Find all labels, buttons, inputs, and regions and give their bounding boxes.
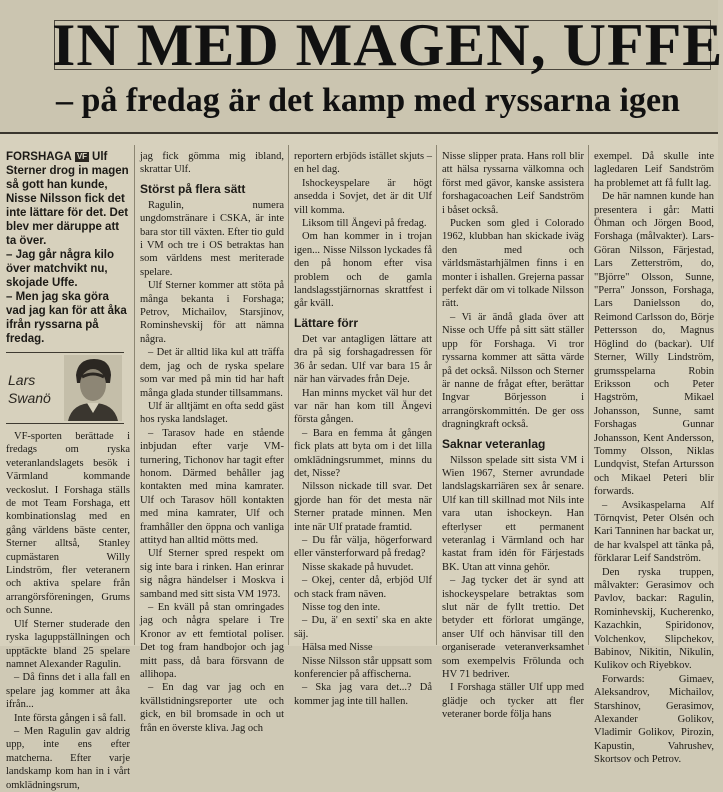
column-3 — [294, 150, 432, 708]
dateline-city: FORSHAGA — [6, 151, 72, 163]
body-paragraph: – Du, ä' en sexti' ska en akte säj. — [294, 615, 432, 640]
byline-box — [6, 352, 124, 424]
body-paragraph: exempel. Då skulle inte lagledaren Leif Sandström ha problemet att få fullt lag. — [594, 151, 714, 189]
section-heading: Störst på flera sätt — [140, 181, 246, 196]
sub-headline: – på fredag är det kamp med ryssarna igen — [56, 82, 680, 119]
lead-text: Ulf Sterner drog in magen så gott han kunde, Nisse Nilsson fick det inte lättare för det. Det blev mer däruppe att ta över. — [6, 151, 129, 247]
body-paragraph: De här namnen kunde han presentera i går: Matti Öhman och Jörgen Bood, Forshaga (målvakter). Lars-Göran Nilsson, Färjestad, Lars Zetterström, do, "Björre" Olsson, Sunne, "Perra" Jonsson, Forshaga, Lars Danielsson do, Reimond Carlsson do, Börje Pettersson do, Magnus Höglind do (backar). Ulf Sterner, Willy Lindström, grumsspelarna Robin Eriksson och Peter Hagström, Mikael Johansson, Sunne, samt Forshagas Gunnar Johansson, Kent Andersson, Tommy Olsson, Niklas Lundqvist, Stefan Artursson och Mikael Peteri blir forwards. — [594, 191, 714, 498]
body-paragraph: Ulf Sterner spred respekt om sig inte bara i rinken. Han erinrar sig några händelser i Moskva i samband med sitt sista VM 1973. — [140, 548, 284, 600]
body-paragraph: Forwards: Gimaev, Aleksandrov, Michailov, Starshinov, Gerasimov, Alexander Golikov, Vladimir Golikov, Pirozin, Kapustin, Vahrushev, Skortsov och Petrov. — [594, 673, 714, 766]
body-paragraph: Nisse Nilsson står uppsatt som konferencier på affischerna. — [294, 655, 432, 681]
body-paragraph: Liksom till Ängevi på fredag. — [302, 218, 427, 230]
body-paragraph: – Ska jag vara det...? Då kommer jag inte till hallen. — [294, 682, 432, 707]
section-heading: Saknar veteranlag — [442, 436, 546, 451]
body-paragraph: Den ryska truppen, målvakter: Gerasimov och Pavlov, backar: Ragulin, Rominhevskij, Kucherenko, Kazachkin, Spiridonov, Volchenkov, Slipchekov, Babinov, Nikitin, Nikulin, Kulikov och Riyebkov. — [594, 566, 714, 672]
body-paragraph: I Forshaga ställer Ulf upp med glädje och tycker att fler veteraner borde följa hans — [442, 682, 584, 721]
body-paragraph: – Det är alltid lika kul att träffa dem, jag och de ryska spelare som var med på min tid har haft många glada stunder tillsammans. — [140, 347, 284, 399]
column-rule — [588, 145, 589, 645]
body-paragraph: Ulf är alltjämt en ofta sedd gäst hos ryska landslaget. — [140, 400, 284, 426]
vf-tag: VF — [76, 152, 88, 161]
column-2 — [140, 150, 284, 735]
body-paragraph: – Du får välja, högerforward eller vänsterforward på fredag? — [294, 534, 432, 560]
body-paragraph: – Okej, center då, erbjöd Ulf och stack fram näven. — [294, 575, 432, 600]
body-paragraph: Pucken som gled i Colorado 1962, klubban han skickade iväg den med och världsmästarhjälmen finns i en monter i ishallen. Grejerna passar perfekt där om vi tolkade Nilsson rätt. — [442, 218, 584, 310]
body-paragraph: – Jag tycker det är synd att ishockeyspelare betraktas som slut när de fyllt trettio. Det betyder ett förlorat umgänge, anser Ulf och hänvisar till den organiserade veteranverksamhet som exempelvis Frölunda och HV 71 bedriver. — [442, 575, 584, 681]
reporter-portrait-image — [64, 355, 122, 421]
main-headline: IN MED MAGEN, UFFE — [52, 12, 723, 78]
lead-text: – Men jag ska göra vad jag kan för att åka ifrån ryssarna på fredag. — [6, 291, 127, 345]
body-paragraph: Ishockeyspelare är högt ansedda i Sovjet, det är dit Ulf vill komma. — [294, 177, 432, 216]
body-paragraph: Ragulin, numera ungdomstränare i CSKA, är inte bara stor till växten. Efter tio guld i VM och tre i OS betraktas han som världens mest meriterade spelare. — [140, 199, 284, 278]
column-rule — [436, 145, 437, 645]
body-paragraph: Nisse tog den inte. — [302, 602, 381, 613]
lead-paragraph — [6, 150, 130, 346]
lead-text: – Jag går några kilo över matchvikt nu, skojade Uffe. — [6, 249, 115, 289]
body-paragraph: Om han kommer in i trojan igen... Nisse Nilsson lyckades få den på honom efter visa problem och de gamla landslagsstjärnornas skrattfest i går kväll. — [294, 231, 432, 310]
body-paragraph: Nilsson spelade sitt sista VM i Wien 1967, Sterner avrundade landslagskarriären sex år senare. Ulf kan till skillnad mot Nils inte vara utan ishockeyn. Han efterlyser ett permanent veteranlag i Värmland och har kastat fram idén för Färjestads BK. Utan att vinna gehör. — [442, 454, 584, 573]
byline-first-name: Lars — [8, 372, 36, 388]
body-paragraph: Ulf Sterner kommer att stöta på många bekanta i Forshaga; Petrov, Michailov, Starsjinov, Rominshevskij för att nämna några. — [140, 280, 284, 345]
byline-last-name: Swanö — [8, 390, 51, 406]
body-paragraph: Nisse slipper prata. Hans roll blir att hälsa ryssarna välkomna och först med gävor, kanske assistera forshagacoachen Leif Sandström i båset också. — [442, 151, 584, 216]
body-paragraph: Nilsson nickade till svar. Det gjorde han för det mesta när Sterner pratade minnen. Men inte när Ulf pratade framtid. — [294, 481, 432, 533]
body-paragraph: VF-sporten berättade i fredags om ryska veteranlandslagets besök i Värmland kommande veckoslut. I Forshaga ställs de mot Team Forshaga, ett kombinationslag med en gång världens bäste center, Sterner alltså, Stanley cupmästaren Willy Lindström, fler veteranern och aktiva spelare från arrangörsföreningen, Grums och Sunne. — [6, 431, 130, 617]
column-5 — [594, 150, 714, 767]
body-paragraph: – Bara en femma åt gången fick plats att byta om i det lilla omklädningsrummet, minns du det, Nisse? — [294, 427, 432, 479]
body-paragraph: Hälsa med Nisse — [302, 642, 373, 654]
headline-area — [0, 0, 723, 134]
body-paragraph: Nisse skakade på huvudet. — [302, 561, 414, 573]
body-paragraph: Det var antagligen lättare att dra på sig forshagadressen för 36 år sedan. Ulf var bara 15 år när han värvades från Deje. — [294, 333, 432, 386]
body-paragraph: – En dag var jag och en kvällstidningsreporter ute och gick, en bil bromsade in och ut från en överste kliva. Jag och — [140, 682, 284, 734]
section-heading: Lättare förr — [294, 315, 359, 330]
body-paragraph: – Då finns det i alla fall en spelare jag kommer att åka ifrån... — [6, 672, 130, 711]
body-paragraph: – Avsikaspelarna Alf Törnqvist, Peter Olsén och Kari Tanninen har backat ur, de har kvalspel att tänka på, förklarar Leif Sandström. — [594, 499, 714, 565]
body-paragraph: reportern erbjöds istället skjuts – en hel dag. — [294, 151, 432, 176]
column-4 — [442, 150, 584, 722]
column-rule — [288, 145, 289, 645]
body-paragraph: Ulf Sterner studerade den ryska laguppställningen och upptäckte bland 25 spelare namnet Alexander Ragulin. — [6, 618, 130, 670]
byline-name — [8, 371, 51, 407]
body-paragraph: Han minns mycket väl hur det var när han kom till Ängevi första gången. — [294, 387, 432, 426]
body-paragraph: jag fick gömma mig ibland, skrattar Ulf. — [140, 151, 284, 176]
column-rule — [134, 145, 135, 645]
body-paragraph: Inte första gången i så fall. — [14, 712, 126, 724]
body-paragraph: – En kväll på stan omringades jag och några spelare i Tre Kronor av ett femtiotal poliser. Det tog fram handbojor och jag mitt pass, då bara försvann de allihopa. — [140, 602, 284, 681]
column-1 — [6, 150, 130, 792]
body-paragraph: – Men Ragulin gav aldrig upp, inte ens efter matcherna. Efter varje landskamp kom han in i vårt omklädningsrum, — [6, 725, 130, 791]
body-paragraph: – Vi är ändå glada över att Nisse och Uffe på sitt sätt ställer upp för Forshaga. Vi tror ryssarna kommer att sätta värde på det också. Nilsson och Sterner är nanne de frågat efter, berättar Ingvar Börjesson i arrangörskommittén. De ger oss dragningkraft också. — [442, 311, 584, 431]
body-paragraph: – Tarasov hade en stående inbjudan efter varje VM-turnering, Tichonov har tagit efter honom. Därmed behåller jag kontakten med mina kamrater. Ulf och Tarasov höll kontakten med mina kamrater, Ulf och framhåller den öppna och vanliga attityd han alltid mötts med. — [140, 427, 284, 546]
